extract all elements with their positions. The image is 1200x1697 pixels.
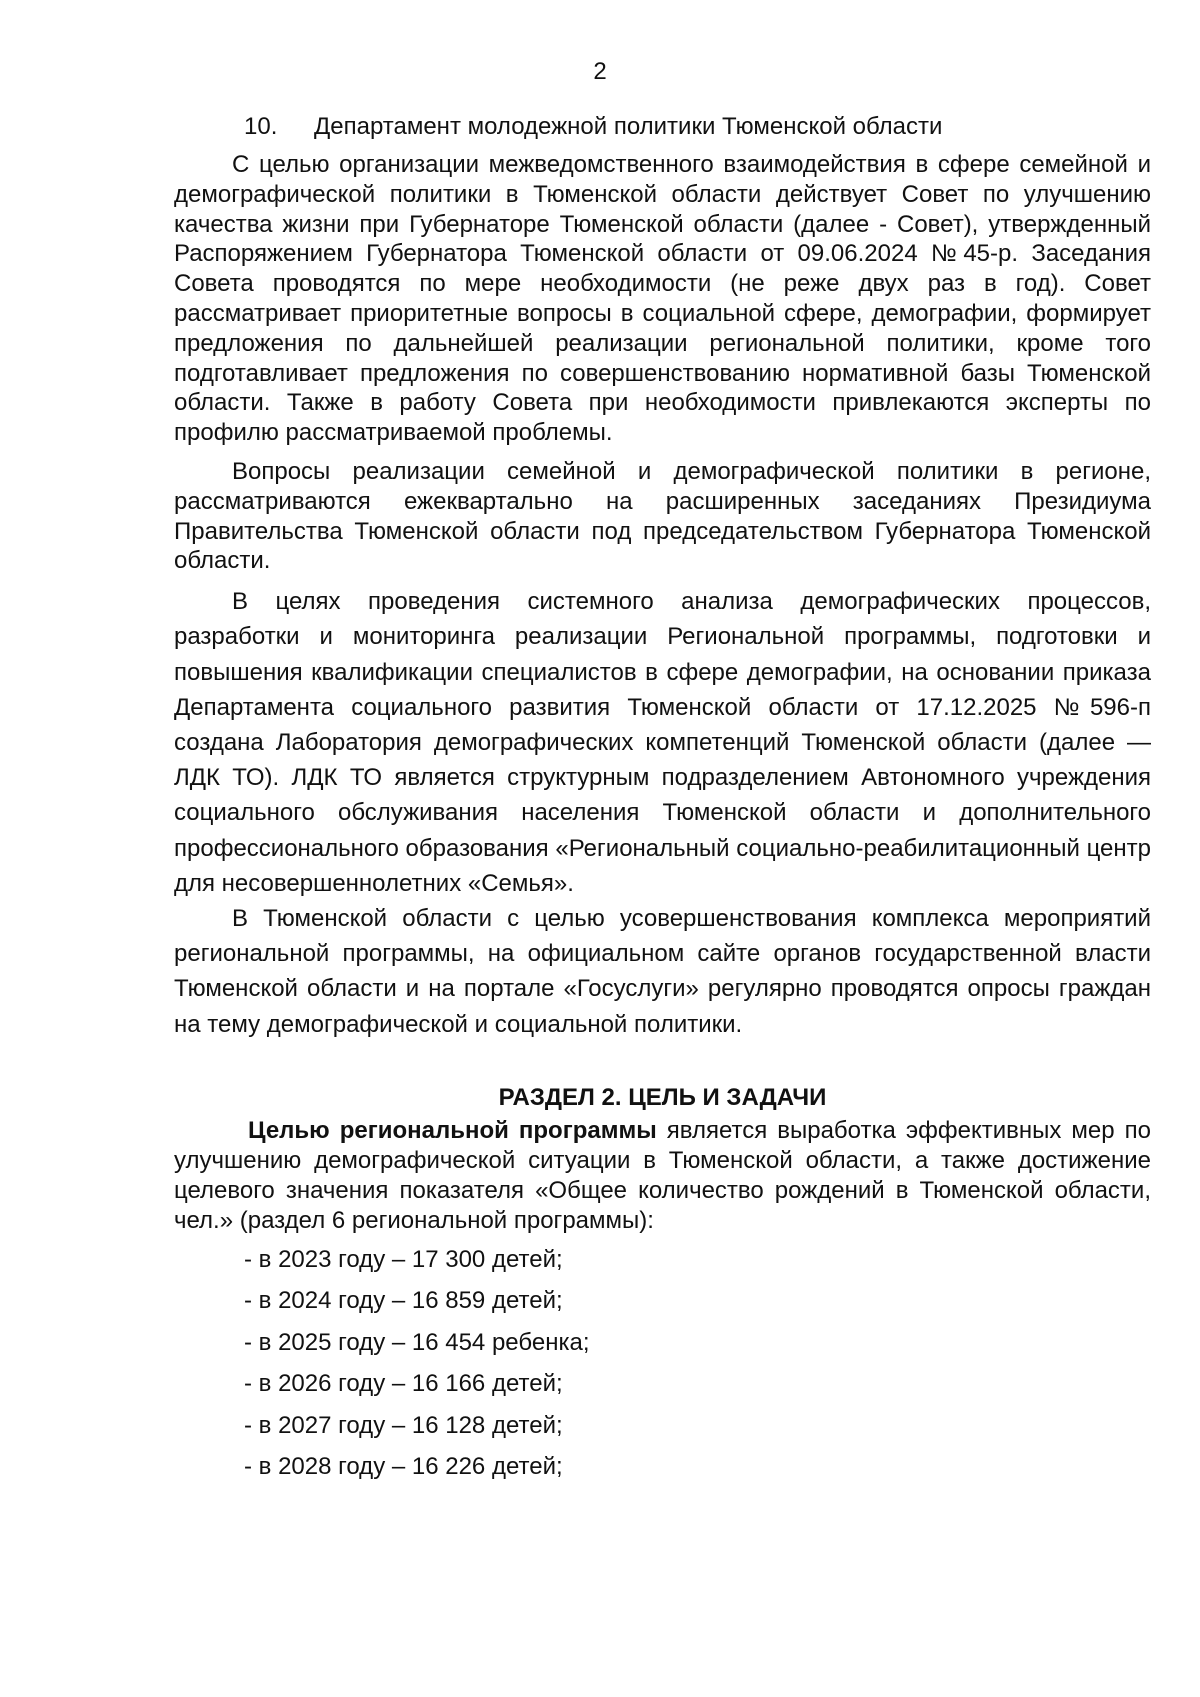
target-item-2024: - в 2024 году – 16 859 детей; bbox=[244, 1287, 563, 1315]
paragraph-council: С целью организации межведомственного взаимодействия в сфере семейной и демографической политики в Тюменской области действует Совет по улучшению качества жизни при Губернаторе Тюменской области (далее - Совет), утвержденный Распоряжением Губернатора Тюменской области от 09.06.2024 №45-р. Заседания Совета проводятся по мере необходимости (не реже двух раз в год). Совет рассматривает приоритетные вопросы в социальной сфере, демографии, формирует предложения по дальнейшей реализации региональной политики, кроме того подготавливает предложения по совершенствованию нормативной базы Тюменской области. Также в работу Совета при необходимости привлекаются эксперты по профилю рассматриваемой проблемы. bbox=[174, 151, 1151, 447]
target-item-2028: - в 2028 году – 16 226 детей; bbox=[244, 1453, 563, 1481]
paragraph-goal bbox=[174, 1116, 1151, 1236]
target-item-2026: - в 2026 году – 16 166 детей; bbox=[244, 1370, 563, 1398]
paragraph-surveys: В Тюменской области с целью усовершенствования комплекса мероприятий региональной программы, на официальном сайте органов государственной власти Тюменской области и на портале «Госуслуги» регулярно проводятся опросы граждан на тему демографической и социальной политики. bbox=[174, 904, 1151, 1038]
goal-text: является выработка эффективных мер по улучшению демографической ситуации в Тюменской области, а также достижение целевого значения показателя «Общее количество рождений в Тюменской области, чел.» (раздел 6 региональной программы): bbox=[174, 1116, 1151, 1234]
document-body bbox=[174, 112, 1151, 1495]
page-number: 2 bbox=[593, 58, 607, 85]
target-item-2025: - в 2025 году – 16 454 ребенка; bbox=[244, 1328, 590, 1356]
target-item-2023: - в 2023 году – 17 300 детей; bbox=[244, 1245, 563, 1273]
goal-bold-lead: Целью региональной программы bbox=[248, 1116, 657, 1144]
paragraph-presidium: Вопросы реализации семейной и демографической политики в регионе, рассматриваются ежеквартально на расширенных заседаниях Президиума Правительства Тюменской области под председательством Губернатора Тюменской области. bbox=[174, 457, 1151, 575]
target-item-2027: - в 2027 году – 16 128 детей; bbox=[244, 1411, 563, 1439]
target-list bbox=[174, 1246, 1151, 1495]
section-title: РАЗДЕЛ 2. ЦЕЛЬ И ЗАДАЧИ bbox=[498, 1083, 827, 1111]
paragraph-laboratory: В целях проведения системного анализа демографических процессов, разработки и мониторинга реализации Региональной программы, подготовки и повышения квалификации специалистов в сфере демографии, на основании приказа Департамента социального развития Тюменской области от 17.12.2025 №596-п создана Лаборатория демографических компетенций Тюменской области (далее — ЛДК ТО). ЛДК ТО является структурным подразделением Автономного учреждения социального обслуживания населения Тюменской области и дополнительного профессионального образования «Региональный социально-реабилитационный центр для несовершеннолетних «Семья». bbox=[174, 588, 1151, 897]
numbered-list-item bbox=[174, 112, 1151, 142]
list-item-text: Департамент молодежной политики Тюменской области bbox=[314, 113, 943, 140]
list-item-number: 10. bbox=[244, 113, 278, 140]
